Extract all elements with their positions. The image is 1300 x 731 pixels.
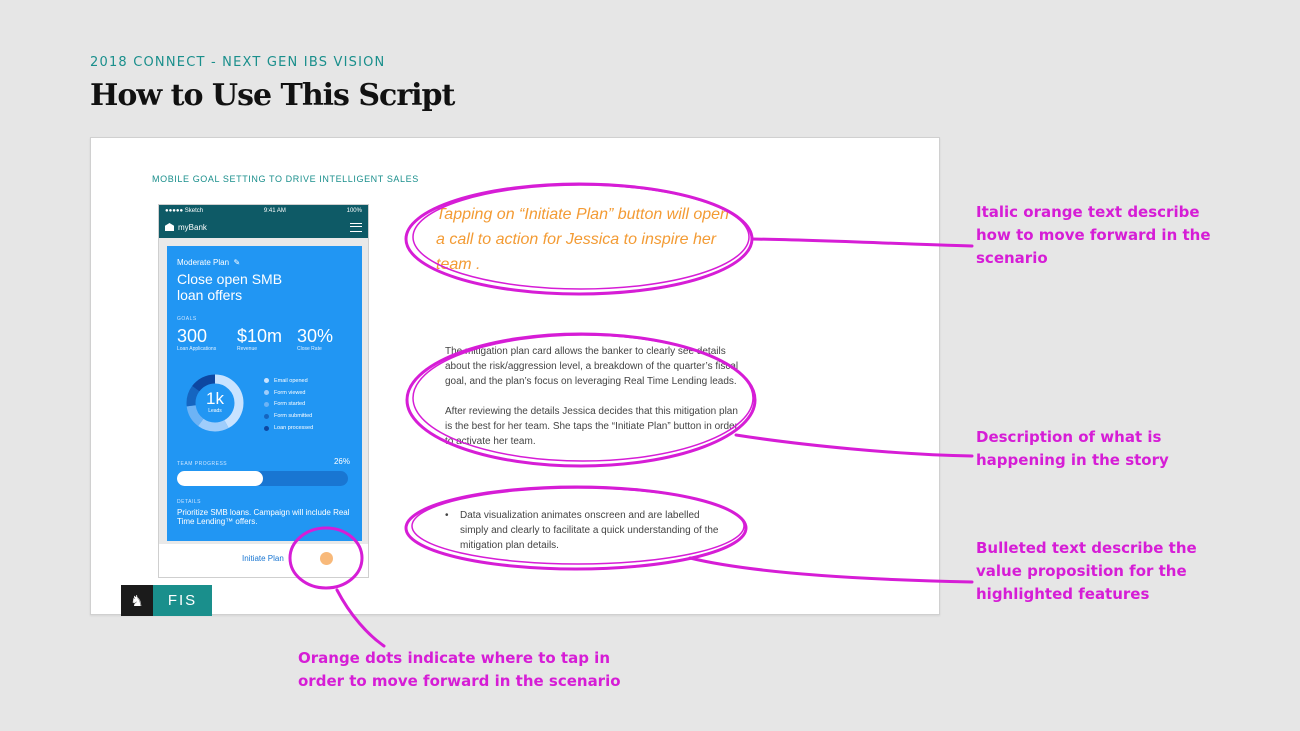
slide-preview [90, 137, 940, 615]
plan-level-label: Moderate Plan [177, 258, 230, 267]
donut-value: 1k [206, 389, 224, 408]
legend-dot [264, 390, 269, 395]
description-paragraph: The mitigation plan card allows the banker to clearly see details about the risk/aggression level, a breakdown of the quarter’s fiscal goal, and the plan’s focus on leveraging Real Time Lending leads. [445, 346, 739, 387]
goal-revenue [237, 326, 282, 352]
status-bar [159, 205, 368, 216]
legend-label: Email opened [274, 377, 308, 384]
goal-loan-applications [177, 326, 216, 352]
battery-label: 100% [346, 207, 362, 214]
goal-label: Loan Applications [177, 346, 217, 352]
goal-value: $10m [237, 326, 283, 346]
bullet-icon: • [445, 510, 449, 521]
callout-bulleted-text: Bulleted text describe the value proposition for the highlighted features [976, 539, 1197, 603]
description-paragraph: After reviewing the details Jessica decides that this mitigation plan is the best for her team. She taps the “Initiate Plan” button in order to activate her team. [445, 406, 738, 447]
slide-header: MOBILE GOAL SETTING TO DRIVE INTELLIGENT SALES [152, 174, 419, 184]
donut-label: Leads [208, 408, 222, 414]
carrier-label: ●●●●● Sketch [165, 207, 204, 214]
legend-label: Form submitted [274, 413, 313, 420]
italic-instruction-text: Tapping on “Initiate Plan” button will open a call to action for Jessica to inspire her team . [436, 206, 729, 273]
phone-mockup [158, 204, 369, 578]
legend-dot [264, 426, 269, 431]
plan-title: Close open SMB loan offers [177, 271, 283, 303]
legend-label: Loan processed [274, 425, 314, 432]
app-name: myBank [178, 222, 207, 232]
app-brand [165, 223, 207, 232]
legend-dot [264, 402, 269, 407]
goal-close-rate [297, 326, 333, 352]
goal-label: Revenue [237, 346, 258, 352]
details-text: Prioritize SMB loans. Campaign will include Real Time Lending™ offers. [177, 508, 350, 526]
goal-label: Close Rate [297, 346, 322, 352]
legend-label: Form viewed [274, 389, 306, 396]
bullet-item [445, 508, 730, 553]
goals-label: GOALS [177, 316, 197, 322]
callout-orange-dots: Orange dots indicate where to tap in order to move forward in the scenario [298, 649, 621, 690]
app-bar [159, 216, 368, 238]
plan-card [167, 246, 362, 541]
team-progress-label: TEAM PROGRESS [177, 461, 228, 467]
edit-icon[interactable]: ✎ [231, 258, 241, 267]
fis-logo: FIS [153, 585, 212, 616]
goal-value: 300 [177, 326, 208, 346]
hamburger-menu-icon[interactable] [350, 223, 362, 232]
legend-item [264, 410, 313, 422]
callout-italic-text: Italic orange text describe how to move forward in the scenario [976, 203, 1211, 267]
legend-item [264, 422, 313, 434]
goal-value: 30% [297, 326, 334, 346]
bear-logo: ♞ [121, 585, 153, 616]
initiate-plan-button[interactable]: Initiate Plan [242, 554, 284, 563]
legend-dot [264, 378, 269, 383]
story-description [445, 344, 740, 464]
bullet-text: Data visualization animates onscreen and are labelled simply and clearly to facilitate a quick understanding of the mitigation plan details. [460, 510, 719, 551]
plan-level [177, 258, 240, 267]
donut-legend [264, 375, 313, 434]
legend-label: Form started [274, 401, 306, 408]
legend-item [264, 375, 313, 387]
team-progress-fill [177, 471, 263, 486]
page-eyebrow: 2018 CONNECT - NEXT GEN IBS VISION [90, 55, 386, 70]
bank-icon [165, 223, 174, 231]
callout-description: Description of what is happening in the story [976, 428, 1169, 469]
team-progress-bar [177, 471, 348, 486]
page-title: How to Use This Script [90, 78, 455, 113]
team-progress-value: 26% [333, 457, 350, 466]
details-label: DETAILS [177, 499, 201, 505]
legend-item [264, 387, 313, 399]
phone-bottom-bar [159, 544, 369, 578]
time-label: 9:41 AM [263, 207, 286, 214]
tap-indicator-dot[interactable] [320, 552, 333, 565]
legend-item [264, 399, 313, 411]
legend-dot [264, 414, 269, 419]
value-bullets [445, 508, 730, 553]
